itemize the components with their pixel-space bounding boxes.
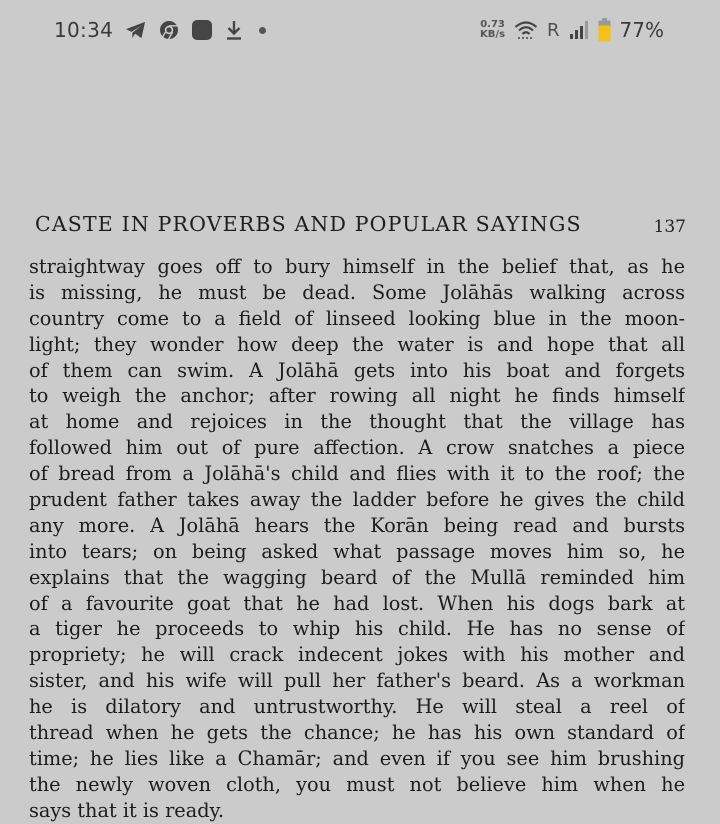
- signal-icon: [569, 20, 589, 40]
- running-head: [35, 212, 690, 246]
- app-square-icon: [191, 19, 213, 41]
- network-speed-value: 0.73: [480, 19, 505, 30]
- page-number: 137: [653, 217, 686, 237]
- book-page: [0, 62, 720, 822]
- text-line: followed him out of pure affection. A crow snatches a piece: [29, 436, 685, 460]
- status-right-group: [480, 15, 664, 45]
- text-line: light; they wonder how deep the water is and hope that all: [29, 332, 685, 356]
- text-line: of a favourite goat that he had lost. When his dogs bark at: [29, 591, 685, 615]
- clock: 10:34: [54, 18, 114, 42]
- wifi-icon: [514, 20, 538, 40]
- text-line: propriety; he will crack indecent jokes with his mother and: [29, 643, 685, 667]
- battery-percentage: 77%: [619, 18, 664, 42]
- status-left-group: [54, 17, 266, 43]
- text-line: of them can swim. A Jolāhā gets into his boat and forgets: [29, 358, 685, 382]
- network-speed-unit: KB/s: [480, 29, 506, 40]
- text-line: time; he lies like a Chamār; and even if you see him brushing: [29, 746, 685, 770]
- text-line: at home and rejoices in the thought that the village has: [29, 410, 685, 434]
- text-line: any more. A Jolāhā hears the Korān being read and bursts: [29, 513, 685, 537]
- text-line: a tiger he proceeds to whip his child. He has no sense of: [29, 617, 685, 641]
- running-head-title: CASTE IN PROVERBS AND POPULAR SAYINGS: [35, 212, 582, 236]
- text-line: explains that the wagging beard of the Mullā reminded him: [29, 565, 685, 589]
- network-speed: [480, 20, 505, 40]
- text-line: prudent father takes away the ladder before he gives the child: [29, 488, 685, 512]
- text-line: the newly woven cloth, you must not believe him when he: [29, 772, 685, 796]
- text-line: is missing, he must be dead. Some Jolāhās walking across: [29, 280, 685, 304]
- text-line: he is dilatory and untrustworthy. He will steal a reel of: [29, 695, 685, 719]
- text-line: says that it is ready.: [29, 798, 225, 822]
- text-line: to weigh the anchor; after rowing all night he finds himself: [29, 384, 685, 408]
- roaming-indicator: R: [547, 19, 560, 41]
- body-text: [29, 254, 685, 824]
- text-line: into tears; on being asked what passage moves him so, he: [29, 539, 685, 563]
- text-line: country come to a field of linseed looking blue in the moon-: [29, 306, 685, 330]
- text-line: sister, and his wife will pull her father's beard. As a workman: [29, 669, 685, 693]
- status-bar: [0, 0, 720, 62]
- chrome-icon: [159, 20, 179, 40]
- text-line: straightway goes off to bury himself in the belief that, as he: [29, 255, 685, 278]
- text-line: of bread from a Jolāhā's child and flies with it to the roof; the: [29, 462, 685, 486]
- battery-icon: [598, 18, 611, 42]
- text-line: thread when he gets the chance; he has his own standard of: [29, 721, 685, 745]
- dot-icon: [259, 27, 266, 34]
- telegram-icon: [125, 20, 147, 40]
- download-icon: [225, 19, 243, 41]
